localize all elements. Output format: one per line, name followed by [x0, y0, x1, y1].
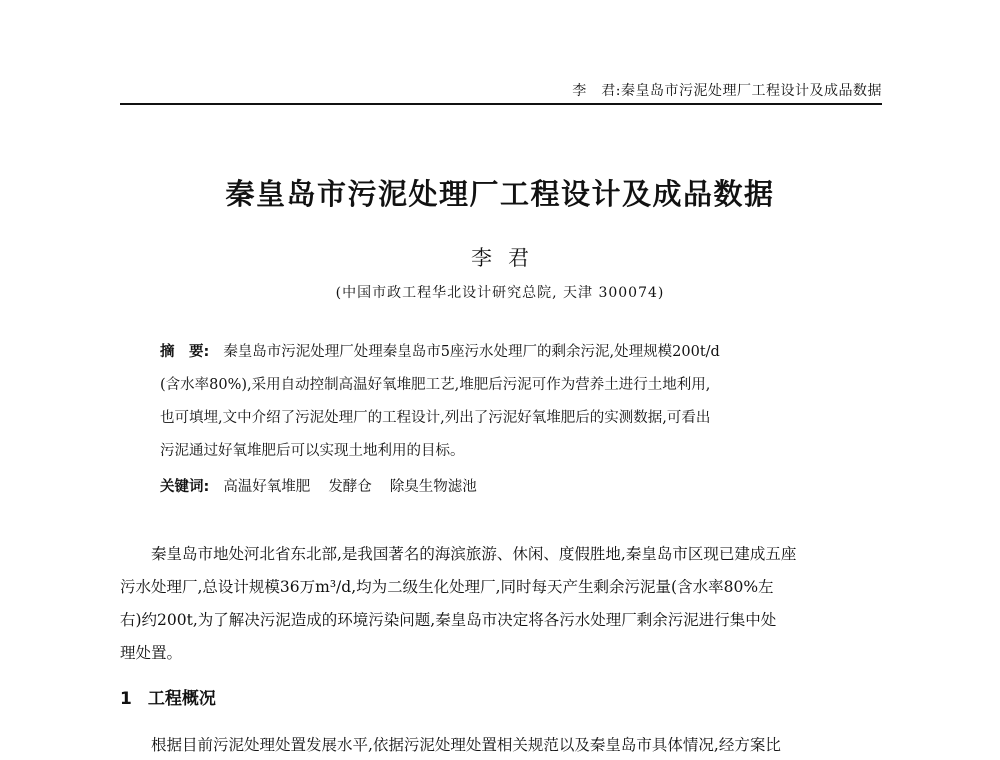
keyword-item: 高温好氧堆肥 — [223, 479, 311, 495]
keywords — [160, 475, 495, 496]
body-line: 右)约200t,为了解决污泥造成的环境污染问题,秦皇岛市决定将各污水处理厂剩余污泥进行集中处 — [120, 611, 777, 629]
abstract-line: (含水率80%),采用自动控制高温好氧堆肥工艺,堆肥后污泥可作为营养土进行土地利用, — [160, 377, 711, 393]
body-line: 理处置。 — [120, 644, 183, 662]
section-heading — [120, 684, 216, 709]
keyword-item: 发酵仓 — [328, 479, 372, 495]
author-affiliation: (中国市政工程华北设计研究总院, 天津 300074) — [335, 285, 665, 301]
header-rule — [120, 103, 882, 105]
abstract-line: 污泥通过好氧堆肥后可以实现土地利用的目标。 — [160, 443, 465, 459]
paper-title: 秦皇岛市污泥处理厂工程设计及成品数据 — [225, 177, 775, 211]
keywords-label: 关键词: — [160, 479, 210, 495]
abstract-line: 也可填埋,文中介绍了污泥处理厂的工程设计,列出了污泥好氧堆肥后的实测数据,可看出 — [160, 410, 711, 426]
keyword-item: 除臭生物滤池 — [389, 479, 477, 495]
running-header: 李 君:秦皇岛市污泥处理厂工程设计及成品数据 — [572, 83, 882, 99]
body-line: 污水处理厂,总设计规模36万m³/d,均为二级生化处理厂,同时每天产生剩余污泥量(含水率80%左 — [120, 578, 774, 596]
section-number: 1 — [120, 689, 132, 709]
abstract-label: 摘 要: — [160, 344, 210, 360]
abstract-line — [160, 336, 865, 369]
intro-paragraph — [120, 538, 890, 670]
abstract — [160, 336, 865, 468]
abstract-text: 秦皇岛市污泥处理厂处理秦皇岛市5座污水处理厂的剩余污泥,处理规模200t/d — [223, 344, 720, 360]
section-body-line: 根据目前污泥处理处置发展水平,依据污泥处理处置相关规范以及秦皇岛市具体情况,经方案比 — [151, 736, 781, 754]
section-title: 工程概况 — [147, 689, 216, 709]
author-name: 李君 — [471, 246, 545, 270]
body-line: 秦皇岛市地处河北省东北部,是我国著名的海滨旅游、休闲、度假胜地,秦皇岛市区现已建成五座 — [151, 545, 797, 563]
